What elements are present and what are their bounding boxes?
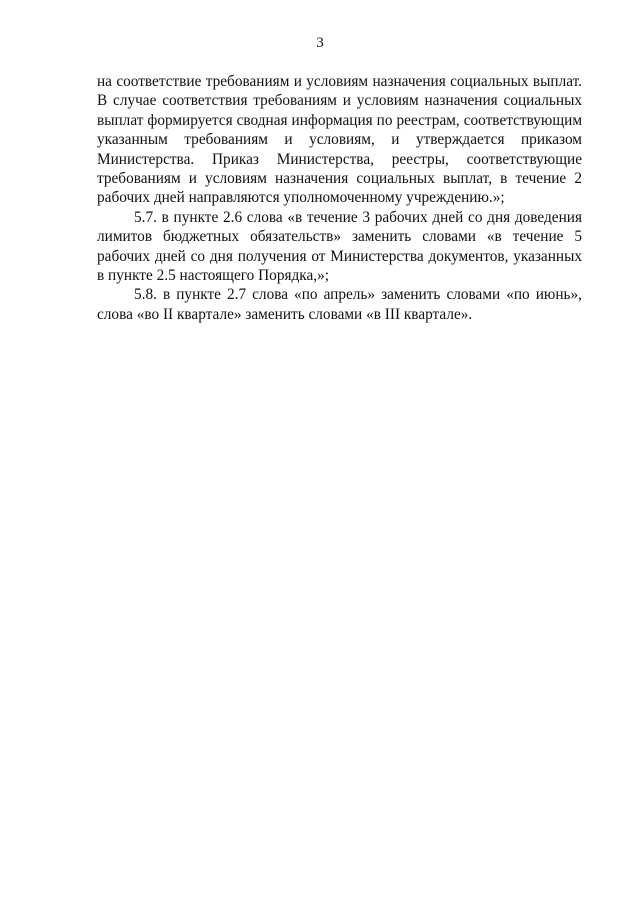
- document-body: [97, 72, 582, 324]
- paragraph-item-5-7: 5.7. в пункте 2.6 слова «в течение 3 рабочих дней со дня доведения лимитов бюджетных обязательств» заменить словами «в течение 5 рабочих дней со дня получения от Министерства документов, указанных в пункте 2.5 настоящего Порядка,»;: [97, 208, 582, 285]
- page-number: 3: [316, 35, 324, 51]
- paragraph-item-5-8: 5.8. в пункте 2.7 слова «по апрель» заменить словами «по июнь», слова «во II квартале» заменить словами «в III квартале».: [97, 286, 582, 323]
- paragraph-continuation: на соответствие требованиям и условиям назначения социальных выплат. В случае соответствия требованиям и условиям назначения социальных выплат формируется сводная информация по реестрам, соответствующим указанным требованиям и условиям, и утверждается приказом Министерства. Приказ Министерства, реестры, соответствующие требованиям и условиям назначения социальных выплат, в течение 2 рабочих дней направляются уполномоченному учреждению.»;: [97, 73, 582, 207]
